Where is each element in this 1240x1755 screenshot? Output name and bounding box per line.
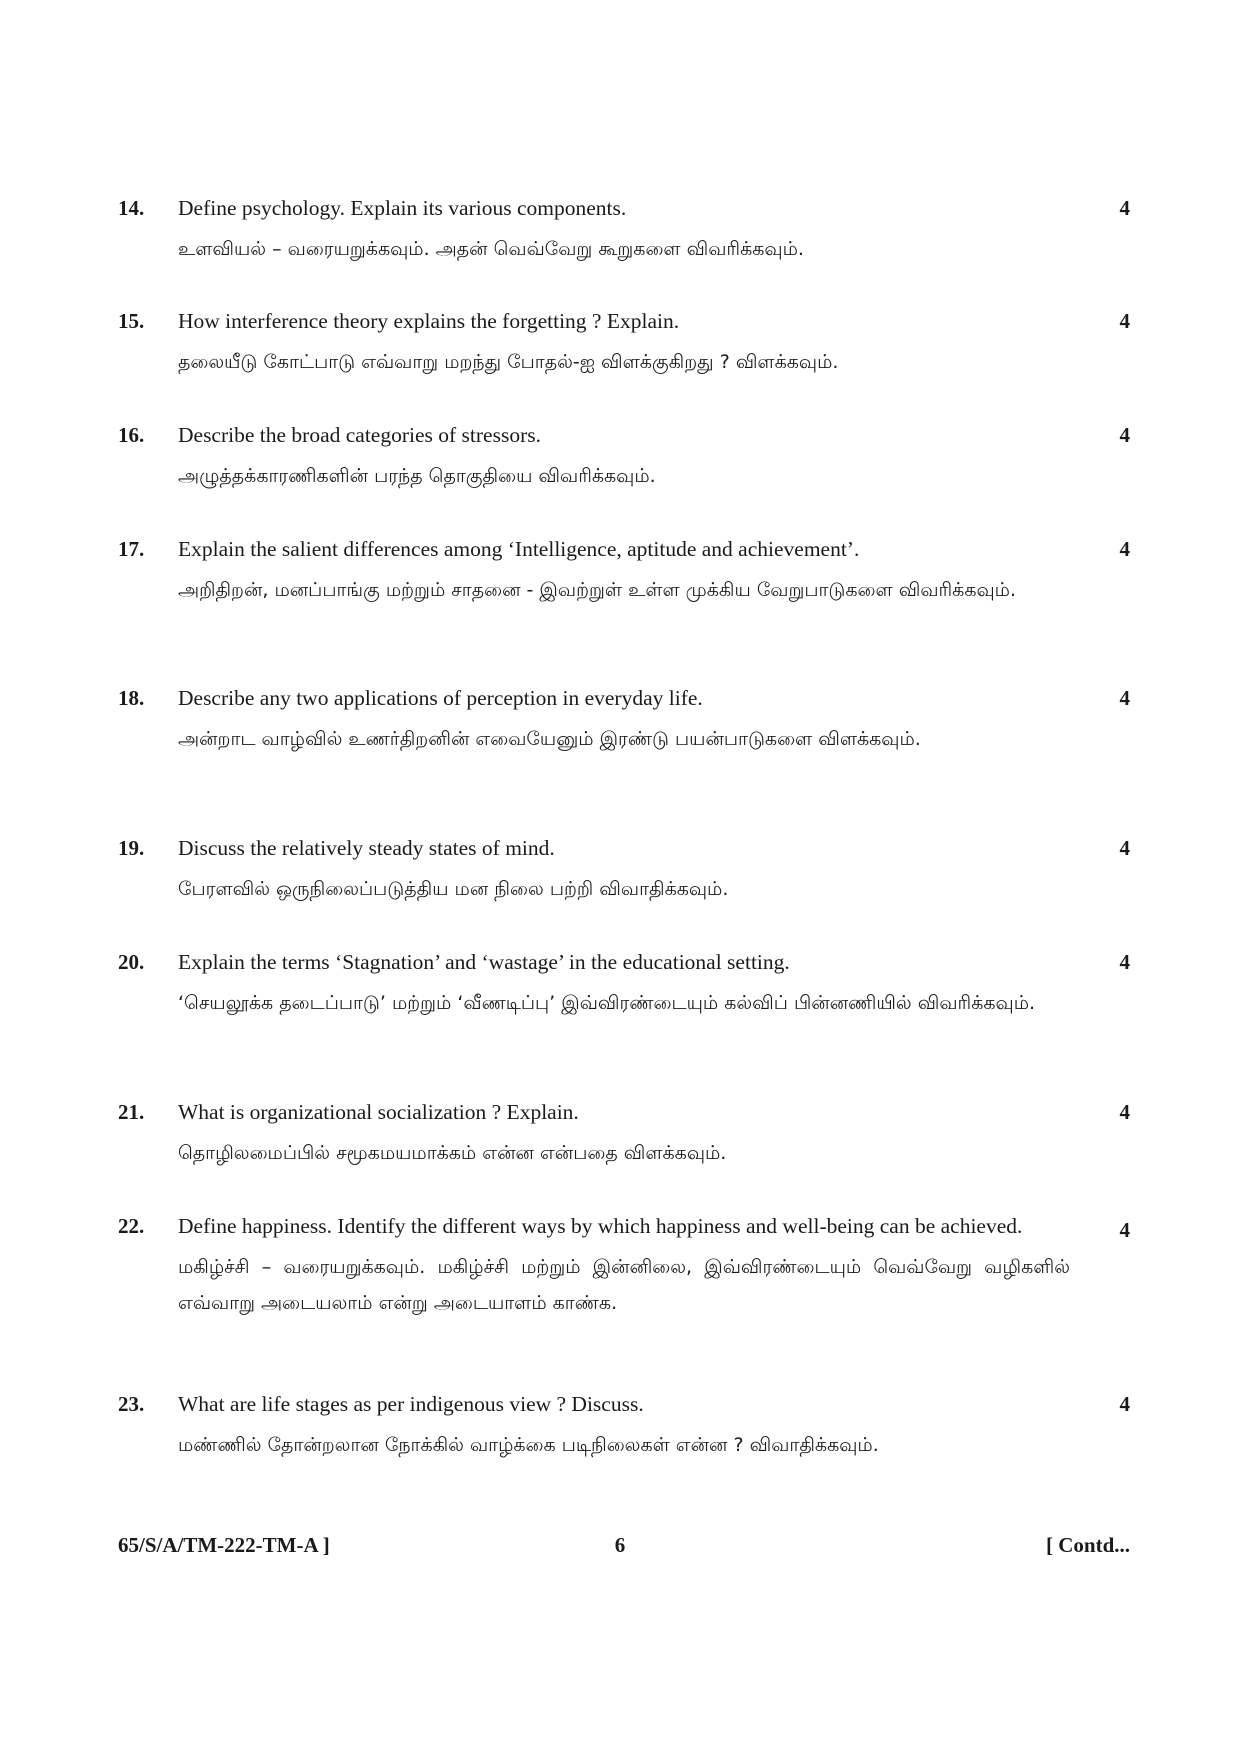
question-marks: 4 bbox=[1119, 1392, 1130, 1416]
question-text-english: Describe any two applications of perception in everyday life. bbox=[178, 686, 703, 710]
question-text-english: What are life stages as per indigenous view ? Discuss. bbox=[178, 1392, 644, 1416]
question-23 bbox=[118, 1390, 1130, 1463]
question-20 bbox=[118, 948, 1130, 1021]
question-14 bbox=[118, 194, 1130, 267]
question-marks: 4 bbox=[1119, 1100, 1130, 1124]
question-text-tamil: ‘செயலூக்க தடைப்பாடு’ மற்றும் ‘வீணடிப்பு’ இவ்விரண்டையும் கல்விப் பின்னணியில் விவரிக்கவும். bbox=[178, 992, 1036, 1014]
question-text-tamil: மண்ணில் தோன்றலான நோக்கில் வாழ்க்கை படிநிலைகள் என்ன ? விவாதிக்கவும். bbox=[178, 1434, 879, 1456]
question-number: 22. bbox=[118, 1214, 145, 1238]
question-text-english: How interference theory explains the forgetting ? Explain. bbox=[178, 309, 680, 333]
question-text-tamil: மகிழ்ச்சி – வரையறுக்கவும். மகிழ்ச்சி மற்றும் இன்னிலை, இவ்விரண்டையும் வெவ்வேறு வழிகளில் எவ்வாறு அடையலாம் என்று அடையாளம் காண்க. bbox=[178, 1256, 1070, 1314]
question-text-tamil: அழுத்தக்காரணிகளின் பரந்த தொகுதியை விவரிக்கவும். bbox=[178, 465, 656, 487]
question-21 bbox=[118, 1098, 1130, 1171]
question-marks: 4 bbox=[1119, 423, 1130, 447]
question-marks: 4 bbox=[1119, 196, 1130, 220]
question-number: 21. bbox=[118, 1100, 145, 1124]
question-number: 19. bbox=[118, 836, 145, 860]
question-text-english: Discuss the relatively steady states of mind. bbox=[178, 836, 555, 860]
question-number: 18. bbox=[118, 686, 145, 710]
question-text-english: Explain the salient differences among ‘Intelligence, aptitude and achievement’. bbox=[178, 537, 860, 561]
question-text-english: Define happiness. Identify the different ways by which happiness and well-being can be achieved. bbox=[178, 1214, 1023, 1238]
question-number: 14. bbox=[118, 196, 145, 220]
question-text-tamil: பேரளவில் ஒருநிலைப்படுத்திய மன நிலை பற்றி விவாதிக்கவும். bbox=[178, 878, 729, 900]
question-number: 17. bbox=[118, 537, 145, 561]
question-text-tamil: உளவியல் – வரையறுக்கவும். அதன் வெவ்வேறு கூறுகளை விவரிக்கவும். bbox=[178, 238, 804, 260]
question-text-tamil: அறிதிறன், மனப்பாங்கு மற்றும் சாதனை - இவற்றுள் உள்ள முக்கிய வேறுபாடுகளை விவரிக்கவும். bbox=[178, 579, 1017, 601]
question-19 bbox=[118, 834, 1130, 907]
question-number: 15. bbox=[118, 309, 145, 333]
question-17 bbox=[118, 535, 1130, 608]
continued-label: [ Contd... bbox=[1045, 1533, 1130, 1557]
question-text-english: What is organizational socialization ? Explain. bbox=[178, 1100, 579, 1124]
question-marks: 4 bbox=[1119, 537, 1130, 561]
question-22 bbox=[118, 1212, 1130, 1321]
question-marks: 4 bbox=[1119, 836, 1130, 860]
question-18 bbox=[118, 684, 1130, 757]
question-16 bbox=[118, 421, 1130, 494]
question-marks: 4 bbox=[1119, 950, 1130, 974]
question-text-english: Describe the broad categories of stressors. bbox=[178, 423, 541, 447]
question-marks: 4 bbox=[1119, 309, 1130, 333]
question-marks: 4 bbox=[1119, 1218, 1130, 1242]
question-text-english: Define psychology. Explain its various components. bbox=[178, 196, 627, 220]
question-text-english: Explain the terms ‘Stagnation’ and ‘wastage’ in the educational setting. bbox=[178, 950, 790, 974]
question-15 bbox=[118, 307, 1130, 380]
question-marks: 4 bbox=[1119, 686, 1130, 710]
question-number: 16. bbox=[118, 423, 145, 447]
question-number: 20. bbox=[118, 950, 145, 974]
page-number: 6 bbox=[614, 1533, 626, 1557]
paper-code: 65/S/A/TM-222-TM-A ] bbox=[118, 1533, 330, 1557]
question-text-tamil: அன்றாட வாழ்வில் உணர்திறனின் எவையேனும் இரண்டு பயன்பாடுகளை விளக்கவும். bbox=[178, 728, 921, 750]
question-text-tamil: தலையீடு கோட்பாடு எவ்வாறு மறந்து போதல்-ஐ விளக்குகிறது ? விளக்கவும். bbox=[178, 351, 839, 373]
question-text-tamil: தொழிலமைப்பில் சமூகமயமாக்கம் என்ன என்பதை விளக்கவும். bbox=[178, 1142, 727, 1164]
question-number: 23. bbox=[118, 1392, 145, 1416]
